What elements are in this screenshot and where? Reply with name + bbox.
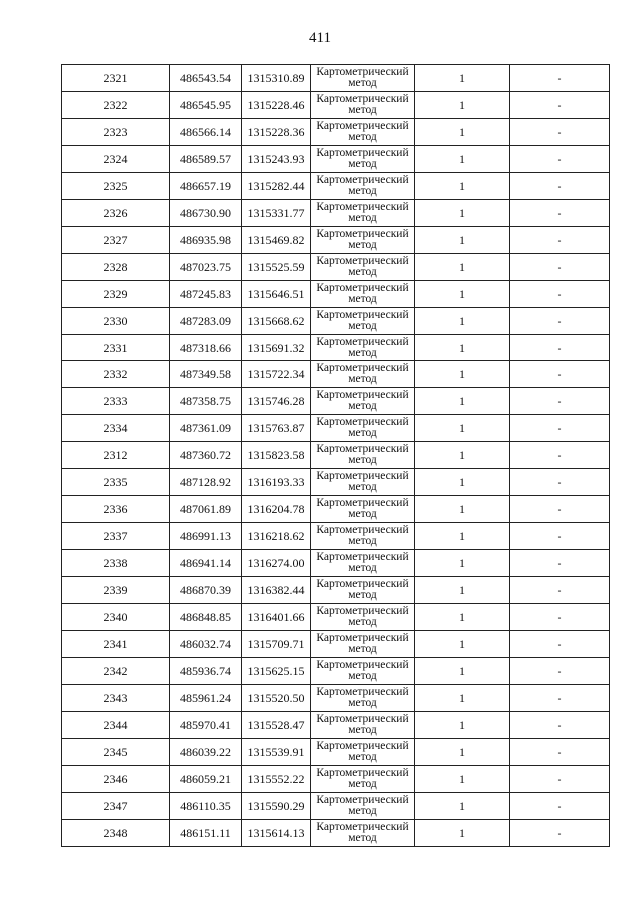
table-row	[62, 738, 610, 765]
point-number-cell: 2348	[62, 819, 170, 846]
table-row	[62, 523, 610, 550]
accuracy-cell: 1	[415, 65, 510, 92]
x-coordinate-cell: 486039.22	[170, 738, 242, 765]
point-number-cell: 2329	[62, 280, 170, 307]
point-number-cell: 2337	[62, 523, 170, 550]
point-number-cell: 2322	[62, 91, 170, 118]
method-cell	[311, 496, 415, 523]
point-number-cell: 2333	[62, 388, 170, 415]
table-row	[62, 469, 610, 496]
x-coordinate-cell: 486657.19	[170, 172, 242, 199]
method-line-2: метод	[348, 696, 377, 709]
y-coordinate-cell: 1316218.62	[242, 523, 311, 550]
y-coordinate-cell: 1315614.13	[242, 819, 311, 846]
point-number-cell: 2340	[62, 604, 170, 631]
x-coordinate-cell: 485970.41	[170, 711, 242, 738]
description-cell: -	[510, 199, 610, 226]
table-row	[62, 577, 610, 604]
accuracy-cell: 1	[415, 738, 510, 765]
accuracy-cell: 1	[415, 442, 510, 469]
x-coordinate-cell: 487128.92	[170, 469, 242, 496]
description-cell: -	[510, 631, 610, 658]
method-line-1: Картометрический	[316, 254, 409, 267]
method-line-2: метод	[348, 642, 377, 655]
point-number-cell: 2346	[62, 765, 170, 792]
y-coordinate-cell: 1315646.51	[242, 280, 311, 307]
description-cell: -	[510, 684, 610, 711]
method-line-1: Картометрический	[316, 389, 409, 402]
table-row	[62, 172, 610, 199]
x-coordinate-cell: 486151.11	[170, 819, 242, 846]
description-cell: -	[510, 765, 610, 792]
method-line-1: Картометрический	[316, 739, 409, 752]
point-number-cell: 2341	[62, 631, 170, 658]
accuracy-cell: 1	[415, 657, 510, 684]
description-cell: -	[510, 819, 610, 846]
table-row	[62, 91, 610, 118]
accuracy-cell: 1	[415, 118, 510, 145]
x-coordinate-cell: 486991.13	[170, 523, 242, 550]
method-line-2: метод	[348, 750, 377, 763]
method-cell	[311, 604, 415, 631]
x-coordinate-cell: 486032.74	[170, 631, 242, 658]
description-cell: -	[510, 280, 610, 307]
method-line-1: Картометрический	[316, 470, 409, 483]
method-line-1: Картометрический	[316, 92, 409, 105]
accuracy-cell: 1	[415, 280, 510, 307]
description-cell: -	[510, 496, 610, 523]
y-coordinate-cell: 1315625.15	[242, 657, 311, 684]
table-row	[62, 765, 610, 792]
accuracy-cell: 1	[415, 765, 510, 792]
method-line-2: метод	[348, 319, 377, 332]
description-cell: -	[510, 577, 610, 604]
method-cell	[311, 792, 415, 819]
y-coordinate-cell: 1315539.91	[242, 738, 311, 765]
method-line-1: Картометрический	[316, 308, 409, 321]
description-cell: -	[510, 738, 610, 765]
table-row	[62, 118, 610, 145]
method-cell	[311, 711, 415, 738]
accuracy-cell: 1	[415, 415, 510, 442]
point-number-cell: 2324	[62, 145, 170, 172]
method-cell	[311, 631, 415, 658]
description-cell: -	[510, 361, 610, 388]
method-line-2: метод	[348, 103, 377, 116]
method-line-1: Картометрический	[316, 658, 409, 671]
y-coordinate-cell: 1316382.44	[242, 577, 311, 604]
method-line-2: метод	[348, 157, 377, 170]
x-coordinate-cell: 487349.58	[170, 361, 242, 388]
y-coordinate-cell: 1315525.59	[242, 253, 311, 280]
y-coordinate-cell: 1315823.58	[242, 442, 311, 469]
table-row	[62, 307, 610, 334]
method-line-1: Картометрический	[316, 766, 409, 779]
method-line-1: Картометрический	[316, 200, 409, 213]
description-cell: -	[510, 172, 610, 199]
x-coordinate-cell: 487361.09	[170, 415, 242, 442]
x-coordinate-cell: 487245.83	[170, 280, 242, 307]
accuracy-cell: 1	[415, 604, 510, 631]
y-coordinate-cell: 1315331.77	[242, 199, 311, 226]
x-coordinate-cell: 486941.14	[170, 550, 242, 577]
y-coordinate-cell: 1315722.34	[242, 361, 311, 388]
method-line-2: метод	[348, 804, 377, 817]
method-line-2: метод	[348, 589, 377, 602]
x-coordinate-cell: 486935.98	[170, 226, 242, 253]
accuracy-cell: 1	[415, 307, 510, 334]
table-row	[62, 280, 610, 307]
method-line-2: метод	[348, 454, 377, 467]
method-line-2: метод	[348, 130, 377, 143]
x-coordinate-cell: 486730.90	[170, 199, 242, 226]
method-cell	[311, 65, 415, 92]
y-coordinate-cell: 1315590.29	[242, 792, 311, 819]
method-cell	[311, 388, 415, 415]
method-cell	[311, 145, 415, 172]
method-line-1: Картометрический	[316, 712, 409, 725]
coordinates-table	[61, 64, 610, 847]
point-number-cell: 2332	[62, 361, 170, 388]
method-line-2: метод	[348, 292, 377, 305]
method-cell	[311, 253, 415, 280]
method-cell	[311, 657, 415, 684]
method-line-2: метод	[348, 184, 377, 197]
method-line-1: Картометрический	[316, 497, 409, 510]
table-row	[62, 604, 610, 631]
method-line-1: Картометрический	[316, 416, 409, 429]
method-line-2: метод	[348, 723, 377, 736]
y-coordinate-cell: 1315528.47	[242, 711, 311, 738]
description-cell: -	[510, 226, 610, 253]
method-cell	[311, 819, 415, 846]
point-number-cell: 2330	[62, 307, 170, 334]
method-line-2: метод	[348, 400, 377, 413]
point-number-cell: 2345	[62, 738, 170, 765]
method-line-1: Картометрический	[316, 146, 409, 159]
x-coordinate-cell: 486566.14	[170, 118, 242, 145]
method-line-2: метод	[348, 616, 377, 629]
point-number-cell: 2338	[62, 550, 170, 577]
method-line-1: Картометрический	[316, 793, 409, 806]
y-coordinate-cell: 1315228.36	[242, 118, 311, 145]
method-line-1: Картометрический	[316, 65, 409, 78]
accuracy-cell: 1	[415, 172, 510, 199]
method-line-2: метод	[348, 535, 377, 548]
accuracy-cell: 1	[415, 226, 510, 253]
point-number-cell: 2339	[62, 577, 170, 604]
method-cell	[311, 765, 415, 792]
x-coordinate-cell: 487283.09	[170, 307, 242, 334]
accuracy-cell: 1	[415, 145, 510, 172]
point-number-cell: 2327	[62, 226, 170, 253]
table-row	[62, 657, 610, 684]
method-cell	[311, 307, 415, 334]
method-line-1: Картометрический	[316, 443, 409, 456]
table-row	[62, 442, 610, 469]
point-number-cell: 2326	[62, 199, 170, 226]
point-number-cell: 2343	[62, 684, 170, 711]
x-coordinate-cell: 485961.24	[170, 684, 242, 711]
y-coordinate-cell: 1315552.22	[242, 765, 311, 792]
y-coordinate-cell: 1315709.71	[242, 631, 311, 658]
method-cell	[311, 226, 415, 253]
table-row	[62, 496, 610, 523]
x-coordinate-cell: 487023.75	[170, 253, 242, 280]
method-line-2: метод	[348, 777, 377, 790]
y-coordinate-cell: 1315763.87	[242, 415, 311, 442]
x-coordinate-cell: 487360.72	[170, 442, 242, 469]
table-row	[62, 792, 610, 819]
method-cell	[311, 684, 415, 711]
accuracy-cell: 1	[415, 388, 510, 415]
x-coordinate-cell: 487061.89	[170, 496, 242, 523]
method-line-1: Картометрический	[316, 685, 409, 698]
x-coordinate-cell: 486870.39	[170, 577, 242, 604]
table-row	[62, 145, 610, 172]
accuracy-cell: 1	[415, 523, 510, 550]
accuracy-cell: 1	[415, 711, 510, 738]
accuracy-cell: 1	[415, 91, 510, 118]
method-line-2: метод	[348, 265, 377, 278]
accuracy-cell: 1	[415, 469, 510, 496]
method-line-1: Картометрический	[316, 578, 409, 591]
point-number-cell: 2325	[62, 172, 170, 199]
y-coordinate-cell: 1315668.62	[242, 307, 311, 334]
y-coordinate-cell: 1315228.46	[242, 91, 311, 118]
point-number-cell: 2323	[62, 118, 170, 145]
method-cell	[311, 118, 415, 145]
point-number-cell: 2344	[62, 711, 170, 738]
table-row	[62, 711, 610, 738]
method-line-2: метод	[348, 481, 377, 494]
method-line-2: метод	[348, 373, 377, 386]
method-line-1: Картометрический	[316, 605, 409, 618]
table-row	[62, 361, 610, 388]
point-number-cell: 2331	[62, 334, 170, 361]
table-row	[62, 415, 610, 442]
method-line-1: Картометрический	[316, 227, 409, 240]
method-cell	[311, 442, 415, 469]
method-line-1: Картометрический	[316, 551, 409, 564]
table-row	[62, 684, 610, 711]
y-coordinate-cell: 1315469.82	[242, 226, 311, 253]
method-line-2: метод	[348, 508, 377, 521]
accuracy-cell: 1	[415, 684, 510, 711]
point-number-cell: 2347	[62, 792, 170, 819]
method-cell	[311, 280, 415, 307]
method-line-2: метод	[348, 427, 377, 440]
table-row	[62, 226, 610, 253]
method-line-2: метод	[348, 211, 377, 224]
method-line-2: метод	[348, 562, 377, 575]
point-number-cell: 2336	[62, 496, 170, 523]
method-cell	[311, 415, 415, 442]
method-cell	[311, 550, 415, 577]
description-cell: -	[510, 91, 610, 118]
x-coordinate-cell: 485936.74	[170, 657, 242, 684]
method-cell	[311, 91, 415, 118]
description-cell: -	[510, 711, 610, 738]
table-row	[62, 388, 610, 415]
table-row	[62, 631, 610, 658]
method-line-2: метод	[348, 669, 377, 682]
table-row	[62, 199, 610, 226]
method-line-2: метод	[348, 238, 377, 251]
method-cell	[311, 577, 415, 604]
accuracy-cell: 1	[415, 792, 510, 819]
point-number-cell: 2334	[62, 415, 170, 442]
description-cell: -	[510, 792, 610, 819]
description-cell: -	[510, 523, 610, 550]
x-coordinate-cell: 486589.57	[170, 145, 242, 172]
method-line-2: метод	[348, 76, 377, 89]
point-number-cell: 2342	[62, 657, 170, 684]
method-line-2: метод	[348, 831, 377, 844]
table-row	[62, 550, 610, 577]
method-cell	[311, 469, 415, 496]
description-cell: -	[510, 604, 610, 631]
accuracy-cell: 1	[415, 361, 510, 388]
x-coordinate-cell: 486543.54	[170, 65, 242, 92]
description-cell: -	[510, 550, 610, 577]
point-number-cell: 2335	[62, 469, 170, 496]
accuracy-cell: 1	[415, 577, 510, 604]
method-line-1: Картометрический	[316, 524, 409, 537]
method-line-2: метод	[348, 346, 377, 359]
method-cell	[311, 738, 415, 765]
method-line-1: Картометрический	[316, 119, 409, 132]
description-cell: -	[510, 253, 610, 280]
description-cell: -	[510, 145, 610, 172]
accuracy-cell: 1	[415, 631, 510, 658]
y-coordinate-cell: 1316204.78	[242, 496, 311, 523]
y-coordinate-cell: 1315520.50	[242, 684, 311, 711]
method-line-1: Картометрический	[316, 362, 409, 375]
x-coordinate-cell: 487318.66	[170, 334, 242, 361]
x-coordinate-cell: 486059.21	[170, 765, 242, 792]
y-coordinate-cell: 1316193.33	[242, 469, 311, 496]
description-cell: -	[510, 388, 610, 415]
table-row	[62, 65, 610, 92]
y-coordinate-cell: 1315282.44	[242, 172, 311, 199]
y-coordinate-cell: 1315243.93	[242, 145, 311, 172]
coordinates-table-body	[62, 65, 610, 847]
method-line-1: Картометрический	[316, 335, 409, 348]
y-coordinate-cell: 1315691.32	[242, 334, 311, 361]
x-coordinate-cell: 486848.85	[170, 604, 242, 631]
method-line-1: Картометрический	[316, 281, 409, 294]
accuracy-cell: 1	[415, 819, 510, 846]
description-cell: -	[510, 307, 610, 334]
description-cell: -	[510, 442, 610, 469]
table-row	[62, 819, 610, 846]
y-coordinate-cell: 1315746.28	[242, 388, 311, 415]
accuracy-cell: 1	[415, 199, 510, 226]
method-cell	[311, 523, 415, 550]
method-cell	[311, 172, 415, 199]
point-number-cell: 2312	[62, 442, 170, 469]
description-cell: -	[510, 657, 610, 684]
method-line-1: Картометрический	[316, 631, 409, 644]
description-cell: -	[510, 118, 610, 145]
accuracy-cell: 1	[415, 496, 510, 523]
point-number-cell: 2328	[62, 253, 170, 280]
page-number: 411	[309, 30, 331, 46]
description-cell: -	[510, 415, 610, 442]
y-coordinate-cell: 1315310.89	[242, 65, 311, 92]
method-line-1: Картометрический	[316, 173, 409, 186]
description-cell: -	[510, 65, 610, 92]
x-coordinate-cell: 486545.95	[170, 91, 242, 118]
method-line-1: Картометрический	[316, 820, 409, 833]
x-coordinate-cell: 487358.75	[170, 388, 242, 415]
accuracy-cell: 1	[415, 550, 510, 577]
method-cell	[311, 334, 415, 361]
method-cell	[311, 199, 415, 226]
table-row	[62, 334, 610, 361]
accuracy-cell: 1	[415, 334, 510, 361]
y-coordinate-cell: 1316401.66	[242, 604, 311, 631]
point-number-cell: 2321	[62, 65, 170, 92]
method-cell	[311, 361, 415, 388]
description-cell: -	[510, 469, 610, 496]
description-cell: -	[510, 334, 610, 361]
accuracy-cell: 1	[415, 253, 510, 280]
table-row	[62, 253, 610, 280]
y-coordinate-cell: 1316274.00	[242, 550, 311, 577]
x-coordinate-cell: 486110.35	[170, 792, 242, 819]
